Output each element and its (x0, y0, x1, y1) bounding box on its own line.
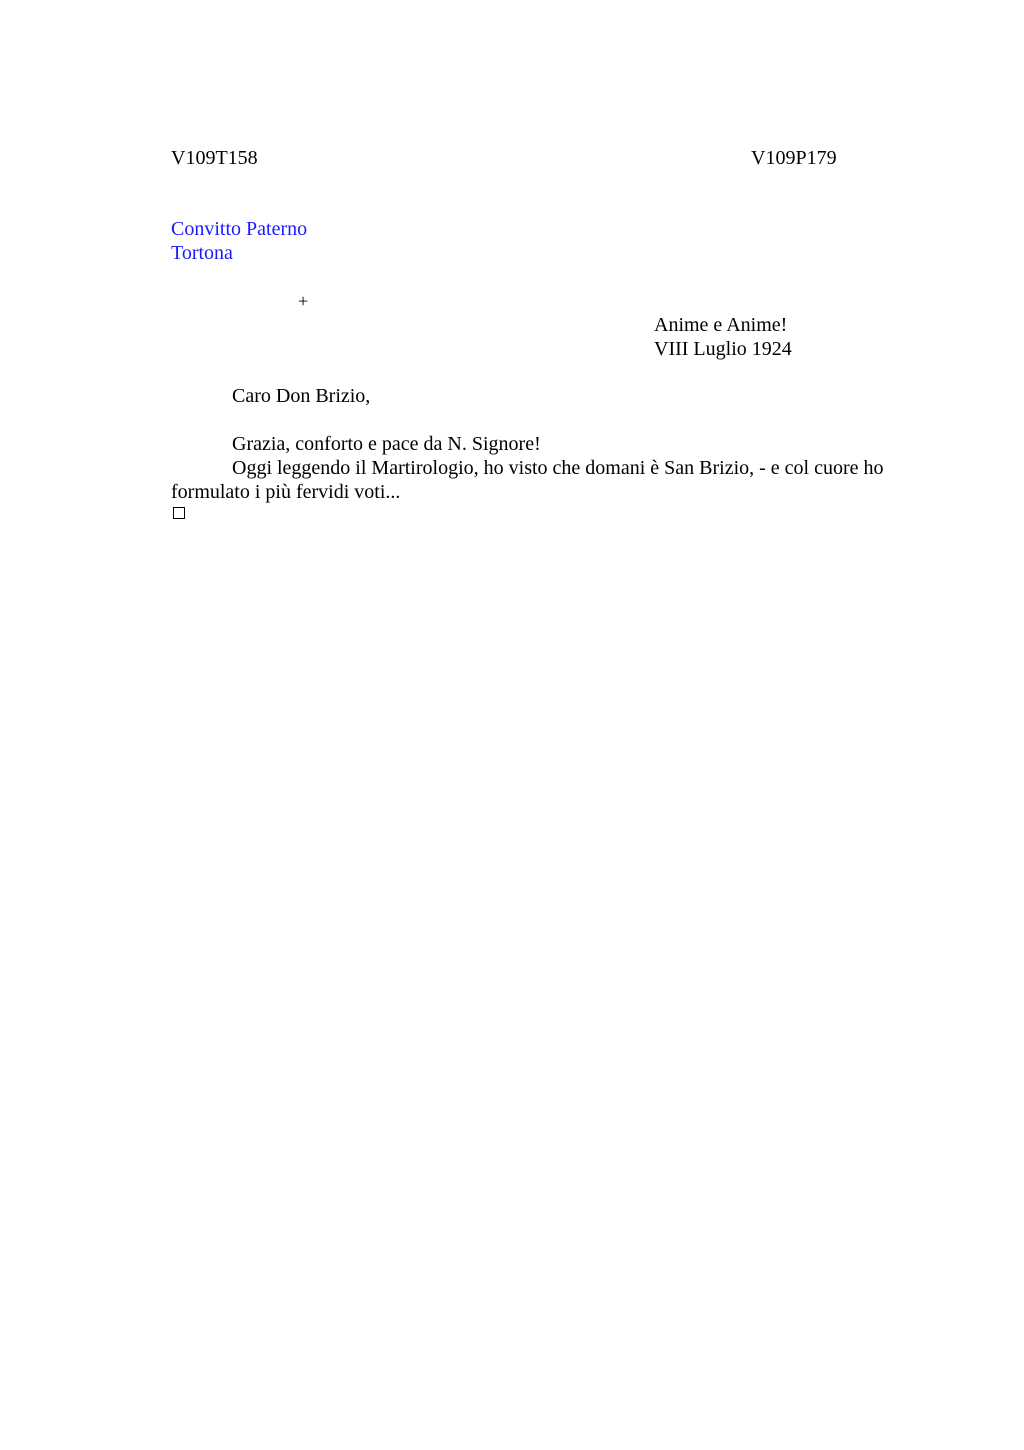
end-marker-box-icon (173, 507, 185, 519)
reference-code-right: V109P179 (751, 147, 837, 169)
reference-code-left: V109T158 (171, 147, 258, 169)
body-paragraph-2: Oggi leggendo il Martirologio, ho visto che domani è San Brizio, - e col cuore ho formulato i più fervidi voti... (171, 457, 884, 503)
body-paragraph-1: Grazia, conforto e pace da N. Signore! (232, 433, 541, 455)
sender-place-line-2: Tortona (171, 242, 233, 264)
letter-body (171, 432, 911, 504)
sender-place-line-1: Convitto Paterno (171, 218, 308, 240)
letter-salutation: Caro Don Brizio, (232, 385, 371, 407)
cross-symbol: + (298, 291, 309, 311)
letter-motto: Anime e Anime! (654, 314, 788, 336)
letter-date: VIII Luglio 1924 (654, 338, 792, 360)
